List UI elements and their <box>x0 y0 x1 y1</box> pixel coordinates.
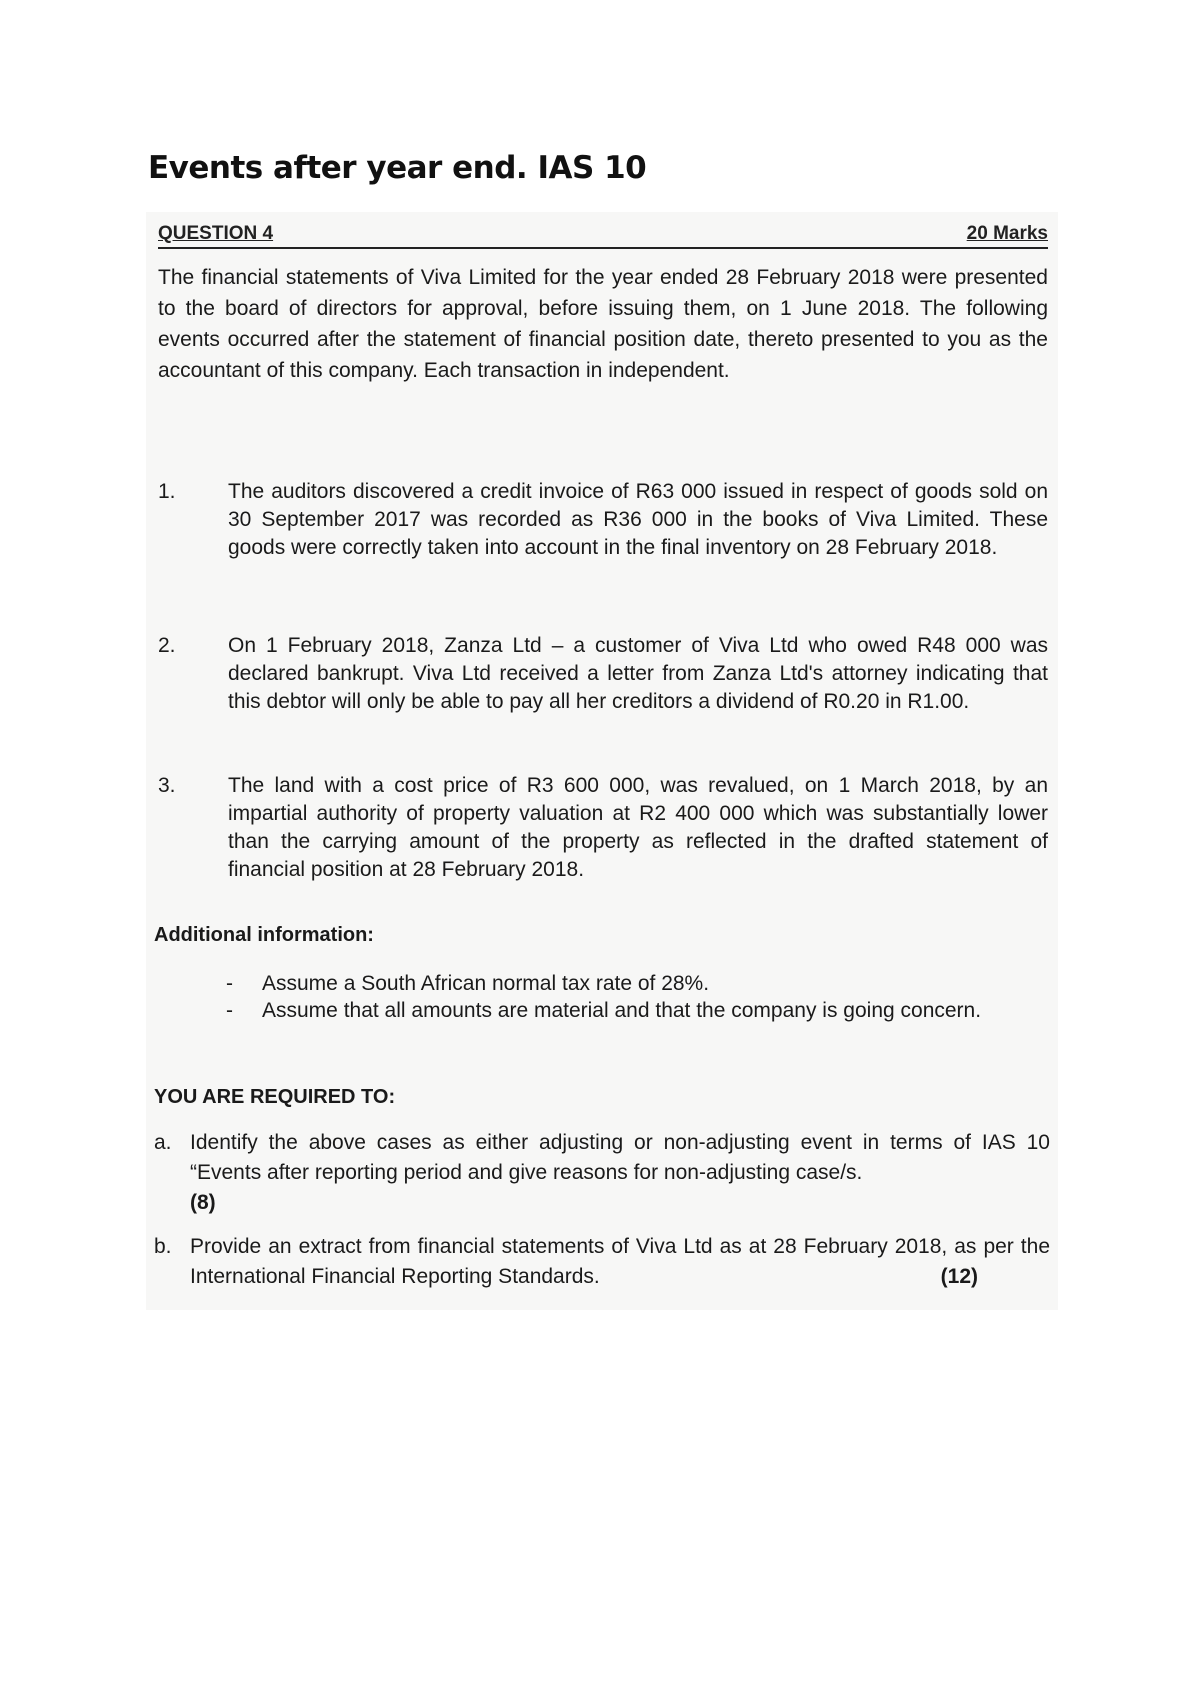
requirement-letter: b. <box>154 1235 172 1258</box>
intro-paragraph: The financial statements of Viva Limited for the year ended 28 February 2018 were presented to the board of directors for approval, before issuing them, on 1 June 2018. The following events occurred after the statement of financial position date, thereto presented to you as the accountant of this company. Each transaction in independent. <box>158 266 1048 382</box>
question-label: QUESTION 4 <box>158 223 274 244</box>
requirement-marks: (8) <box>190 1191 216 1214</box>
event-text: The auditors discovered a credit invoice of R63 000 issued in respect of goods sold on 30 September 2017 was recorded as R36 000 in the books of Viva Limited. These goods were correctly taken into account in the final inventory on 28 February 2018. <box>228 480 1048 559</box>
requirement-a <box>154 1128 1050 1218</box>
required-heading: YOU ARE REQUIRED TO: <box>154 1086 396 1108</box>
question-header <box>158 220 1048 249</box>
question-marks: 20 Marks <box>966 223 1048 244</box>
event-item-2 <box>158 632 1048 716</box>
bullet-dash: - <box>226 972 233 995</box>
list-item <box>220 970 1050 997</box>
requirement-marks: (12) <box>940 1265 978 1288</box>
event-item-1 <box>158 478 1048 562</box>
bullet-text: Assume that all amounts are material and that the company is going concern. <box>262 999 982 1022</box>
event-text: On 1 February 2018, Zanza Ltd – a customer of Viva Ltd who owed R48 000 was declared bankrupt. Viva Ltd received a letter from Zanza Ltd's attorney indicating that this debtor will only be able to pay all her creditors a dividend of R0.20 in R1.00. <box>228 634 1048 713</box>
event-number: 3. <box>158 774 176 797</box>
event-text: The land with a cost price of R3 600 000, was revalued, on 1 March 2018, by an impartial authority of property valuation at R2 400 000 which was substantially lower than the carrying amount of the property as reflected in the drafted statement of financial position at 28 February 2018. <box>228 774 1048 881</box>
requirement-text: Identify the above cases as either adjusting or non-adjusting event in terms of IAS 10 “Events after reporting period and give reasons for non-adjusting case/s. <box>190 1131 1050 1184</box>
event-number: 2. <box>158 634 176 657</box>
additional-info-heading: Additional information: <box>154 924 374 946</box>
event-number: 1. <box>158 480 176 503</box>
requirement-b <box>154 1232 1050 1292</box>
bullet-text: Assume a South African normal tax rate of 28%. <box>262 972 710 995</box>
requirement-letter: a. <box>154 1131 172 1154</box>
list-item <box>220 997 1050 1024</box>
bullet-dash: - <box>226 999 233 1022</box>
event-item-3 <box>158 772 1048 884</box>
requirement-text: Provide an extract from financial statements of Viva Ltd as at 28 February 2018, as per the International Financial Reporting Standards. <box>190 1235 1050 1288</box>
additional-info-list <box>220 970 1050 1024</box>
page-title: Events after year end. IAS 10 <box>148 150 647 186</box>
